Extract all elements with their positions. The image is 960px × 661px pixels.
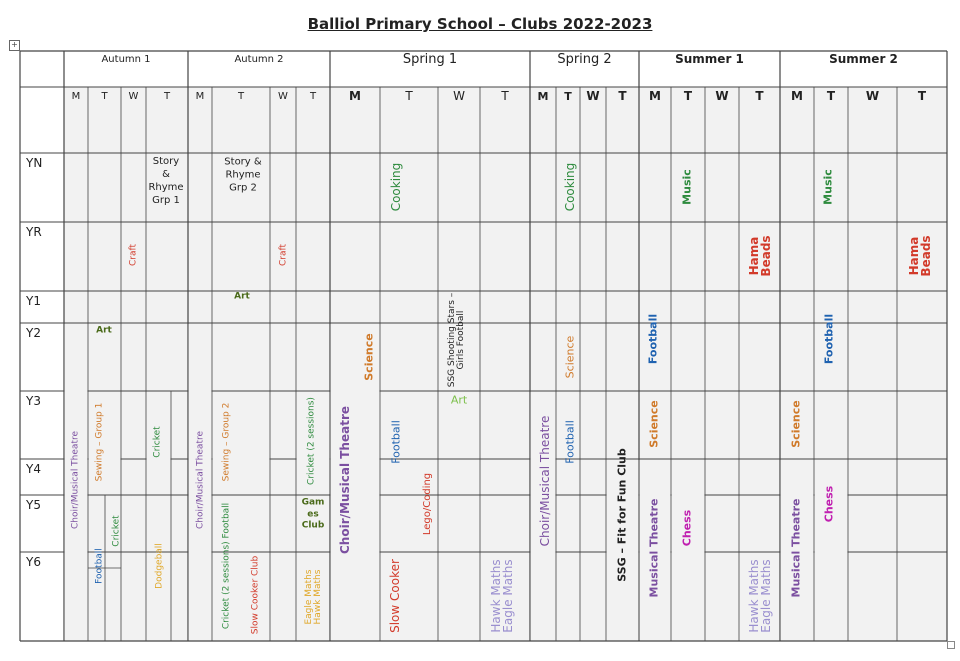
day-header: W (278, 90, 288, 102)
club-cricket2: Cricket (2 sessions) (306, 397, 317, 485)
club-cricket: Cricket (152, 426, 163, 458)
club-music: Music (821, 169, 835, 205)
club-art: Art (96, 325, 112, 336)
club-choir-mt: Choir/Musical Theatre (70, 430, 81, 530)
page-title: Balliol Primary School – Clubs 2022-2023 (307, 15, 653, 33)
club-science: Science (647, 400, 661, 448)
day-header: W (586, 89, 600, 103)
club-hawk-eagle: Hawk Maths Eagle Maths (489, 559, 515, 633)
club-football: Football (563, 420, 577, 464)
day-header: T (564, 89, 572, 103)
club-hawk-eagle: Hawk Maths Eagle Maths (747, 559, 773, 633)
day-header: T (237, 90, 245, 102)
club-music: Music (680, 169, 694, 205)
day-header: T (618, 89, 627, 103)
merged-cell (89, 392, 121, 494)
club-dodgeball: Dodgeball (154, 543, 165, 589)
club-slow: Slow Cooker (388, 559, 402, 633)
table-move-handle-icon[interactable]: + (9, 40, 20, 51)
day-header: T (826, 89, 836, 103)
club-sewing1: Sewing – Group 1 (94, 402, 105, 482)
day-header: T (163, 90, 171, 102)
term-header: Autumn 2 (234, 53, 284, 65)
term-header: Summer 1 (675, 52, 744, 66)
day-header: T (755, 89, 764, 103)
club-eagle-hawk: Eagle Maths Hawk Maths (304, 569, 323, 625)
club-cooking: Cooking (563, 162, 577, 212)
club-science: Science (362, 333, 376, 381)
year-label: YN (26, 156, 43, 170)
day-header: M (195, 90, 205, 102)
club-football: Football (646, 313, 660, 365)
day-header: T (501, 89, 509, 103)
club-slow-club: Slow Cooker Club (250, 555, 261, 635)
club-craft: Craft (278, 243, 289, 267)
club-cooking: Cooking (389, 162, 403, 212)
club-art: Art (234, 291, 250, 302)
club-hama: Hama Beads (747, 235, 773, 277)
year-label: Y1 (26, 294, 41, 308)
club-chess: Chess (822, 485, 836, 523)
year-label: Y3 (26, 394, 41, 408)
year-label: YR (26, 225, 42, 239)
club-chess: Chess (680, 509, 694, 547)
club-musical-theatre: Musical Theatre (789, 498, 803, 598)
club-cricket: Cricket (111, 515, 122, 547)
club-choir-mt: Choir/Musical Theatre (195, 430, 206, 530)
club-football: Football (94, 548, 105, 584)
merged-cell (672, 460, 705, 640)
day-header: W (715, 89, 729, 103)
club-football: Football (822, 313, 836, 365)
day-header: W (453, 89, 465, 103)
year-label: Y2 (26, 326, 41, 340)
club-hama: Hama Beads (907, 235, 933, 277)
club-story1: Story & Rhyme Grp 1 (148, 156, 184, 206)
day-header: M (791, 89, 803, 103)
club-musical-theatre: Musical Theatre (647, 498, 661, 598)
club-sewing2: Sewing – Group 2 (221, 402, 232, 482)
day-header: T (917, 89, 927, 103)
club-science: Science (563, 335, 577, 379)
term-header: Spring 2 (557, 51, 612, 67)
day-header: T (683, 89, 693, 103)
club-cricket2fb: Cricket (2 sessions) Football (221, 502, 232, 630)
term-header: Summer 2 (829, 52, 898, 66)
year-label: Y5 (26, 498, 41, 512)
club-craft: Craft (128, 243, 139, 267)
day-header: M (649, 89, 661, 103)
day-header: M (537, 89, 549, 103)
day-header: W (128, 90, 139, 102)
club-ssg-fit: SSG – Fit for Fun Club (615, 448, 629, 582)
club-games: Gam es Club (301, 497, 325, 531)
club-choir-mt: Choir/Musical Theatre (338, 405, 352, 555)
club-lego: Lego/Coding (422, 472, 433, 536)
club-art: Art (450, 393, 468, 407)
term-header: Spring 1 (402, 51, 458, 67)
day-header: T (405, 89, 413, 103)
day-header: M (349, 89, 361, 103)
year-label: Y6 (26, 555, 41, 569)
club-choir-mt: Choir/Musical Theatre (538, 415, 552, 547)
club-football: Football (389, 420, 403, 464)
day-header: W (865, 89, 880, 103)
day-header: T (309, 90, 317, 102)
day-header: M (71, 90, 81, 102)
term-header: Autumn 1 (101, 53, 151, 65)
day-header: T (101, 90, 108, 102)
table-resize-handle-icon[interactable] (947, 641, 955, 649)
club-science: Science (789, 400, 803, 448)
club-story2: Story & Rhyme Grp 2 (224, 156, 262, 194)
club-ssg-girls: SSG Shooting Stars – Girls Football (447, 292, 466, 388)
year-label: Y4 (26, 462, 41, 476)
